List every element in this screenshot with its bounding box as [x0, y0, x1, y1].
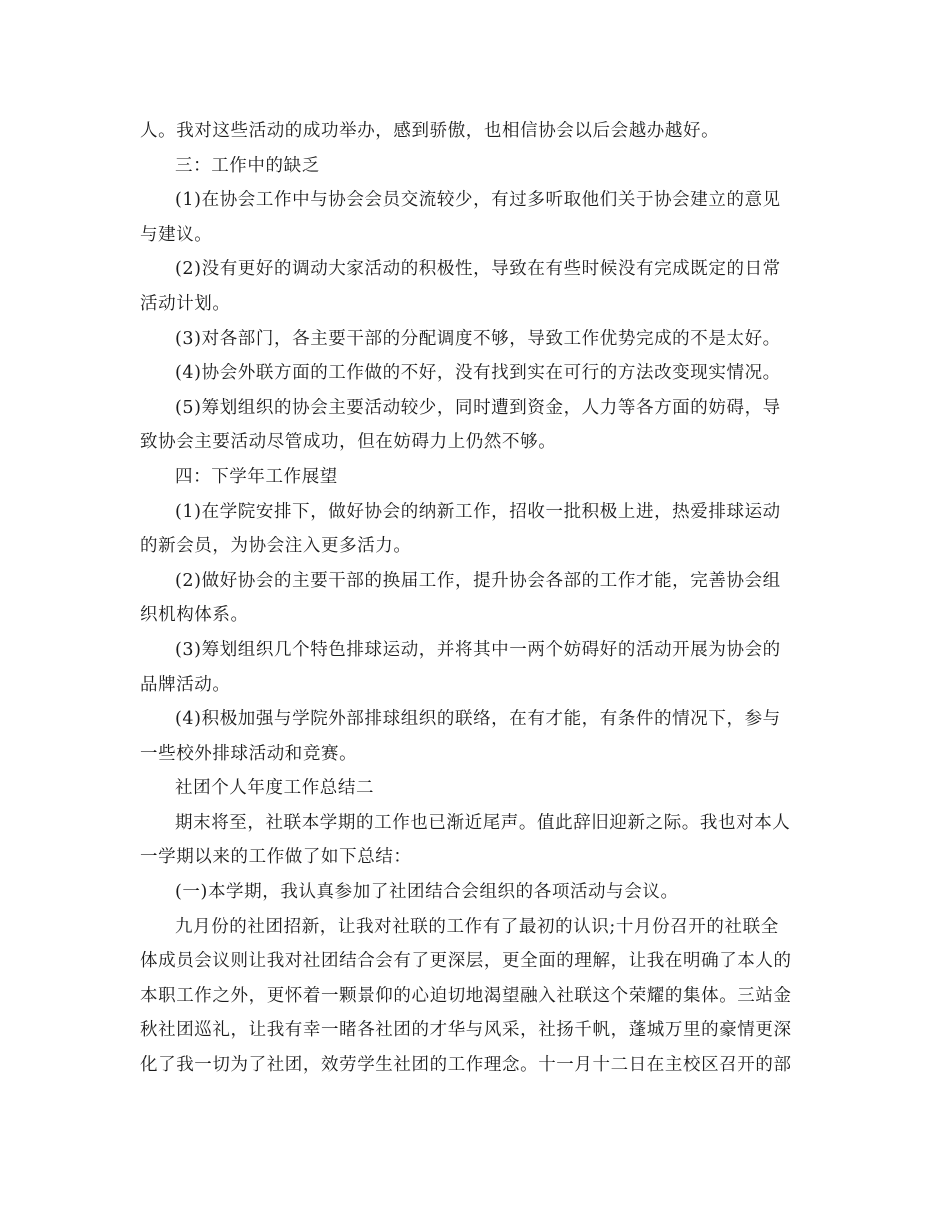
text-line: 体成员会议则让我对社团结合会有了更深层，更全面的理解，让我在明确了本人的	[140, 951, 792, 972]
section-heading: 三：工作中的缺乏	[175, 155, 320, 176]
text-line: (4)积极加强与学院外部排球组织的联络，在有才能，有条件的情况下，参与	[175, 709, 781, 730]
document-body	[140, 114, 812, 1083]
section-heading: 社团个人年度工作总结二	[175, 778, 375, 799]
text-line: (2)没有更好的调动大家活动的积极性，导致在有些时候没有完成既定的日常	[175, 259, 781, 280]
text-line: (4)协会外联方面的工作做的不好，没有找到实在可行的方法改变现实情况。	[175, 363, 781, 384]
text-line: (1)在学院安排下，做好协会的纳新工作，招收一批积极上进，热爱排球运动	[175, 501, 781, 522]
text-line: 品牌活动。	[140, 674, 231, 695]
text-line: (2)做好协会的主要干部的换届工作，提升协会各部的工作才能，完善协会组	[175, 570, 781, 591]
text-line: 人。我对这些活动的成功举办，感到骄傲，也相信协会以后会越办越好。	[140, 121, 720, 141]
text-line: 与建议。	[140, 224, 213, 245]
text-line: (3)筹划组织几个特色排球运动，并将其中一两个妨碍好的活动开展为协会的	[175, 639, 781, 660]
text-line: 期末将至，社联本学期的工作也已渐近尾声。值此辞旧迎新之际。我也对本人	[175, 812, 791, 833]
text-line: 活动计划。	[140, 293, 231, 314]
text-line: 一学期以来的工作做了如下总结：	[140, 847, 412, 868]
text-line: 致协会主要活动尽管成功，但在妨碍力上仍然不够。	[140, 432, 557, 453]
text-line: (1)在协会工作中与协会会员交流较少，有过多听取他们关于协会建立的意见	[175, 190, 781, 211]
section-heading: 四：下学年工作展望	[175, 466, 338, 487]
text-line: 化了我一切为了社团，效劳学生社团的工作理念。十一月十二日在主校区召开的部	[140, 1055, 792, 1076]
text-line: (5)筹划组织的协会主要活动较少，同时遭到资金，人力等各方面的妨碍，导	[175, 397, 781, 418]
text-line: (一)本学期，我认真参加了社团结合会组织的各项活动与会议。	[175, 882, 679, 903]
text-line: 本职工作之外，更怀着一颗景仰的心迫切地渴望融入社联这个荣耀的集体。三站金	[140, 985, 792, 1006]
text-line: 一些校外排球活动和竞赛。	[140, 743, 358, 764]
text-line: 九月份的社团招新，让我对社联的工作有了最初的认识;十月份召开的社联全	[175, 916, 779, 937]
text-line: 秋社团巡礼，让我有幸一睹各社团的才华与风采，社扬千帆，蓬城万里的豪情更深	[140, 1020, 792, 1041]
text-line: 的新会员，为协会注入更多活力。	[140, 536, 412, 557]
text-line: 织机构体系。	[140, 605, 249, 626]
text-line: (3)对各部门，各主要干部的分配调度不够，导致工作优势完成的不是太好。	[175, 328, 781, 349]
